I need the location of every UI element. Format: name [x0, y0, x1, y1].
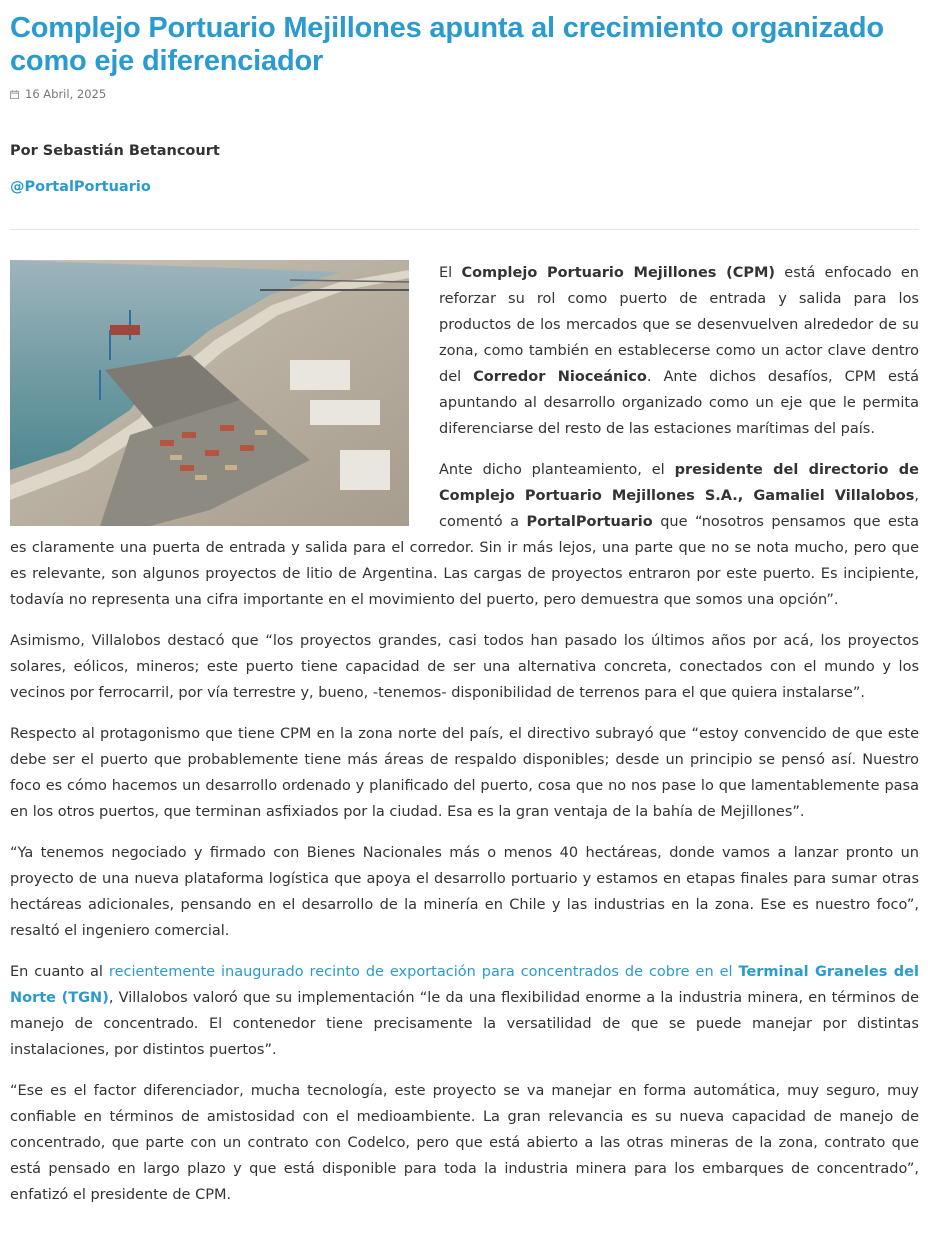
p2-text-3: que “nosotros pensamos que esta es claramente una puerta de entrada y salida para el corredor. Sin ir más lejos, una parte que no se nota mucho, pero que es relevante, son algunos proyectos de litio de Argentina. Las cargas de proyectos entraron por este puerto. Es incipiente, todavía no representa una cifra importante en el movimiento del puerto, pero demuestra que somos una opción”.	[10, 514, 919, 608]
p1-text-1: El	[439, 265, 462, 281]
tgn-link-text[interactable]: recientemente inaugurado recinto de exportación para concentrados de cobre en el	[108, 964, 739, 980]
paragraph-6	[10, 959, 919, 1063]
p2-text-2: , comentó a	[439, 488, 919, 530]
paragraph-7: “Ese es el factor diferenciador, mucha tecnología, este proyecto se va manejar en forma automática, muy seguro, muy confiable en términos de amistosidad con el medioambiente. La gran relevancia es su nueva capacidad de manejo de concentrado, que parte con un contrato con Codelco, pero que está abierto a las otras mineras de la zona, contrato que está pensado en largo plazo y que está disponible para toda la industria minera para los embarques de concentrado”, enfatizó el presidente de CPM.	[10, 1083, 919, 1203]
article-title: Complejo Portuario Mejillones apunta al crecimiento organizado como eje diferenciador	[10, 12, 884, 77]
article-body	[10, 260, 919, 1208]
twitter-handle-link[interactable]: @PortalPortuario	[10, 179, 151, 195]
p1-text-2: está enfocado en reforzar su rol como puerto de entrada y salida para los productos de los mercados que se desenvuelven alrededor de su zona, como también en establecerse como un actor clave dentro del	[439, 265, 919, 385]
p1-bold-cpm: Complejo Portuario Mejillones (CPM)	[461, 265, 776, 281]
paragraph-3: Asimismo, Villalobos destacó que “los proyectos grandes, casi todos han pasado los últimos años por acá, los proyectos solares, eólicos, mineros; este puerto tiene capacidad de ser una alternativa concreta, conectados con el mundo y los vecinos por ferrocarril, por vía terrestre y, bueno, -tenemos- disponibilidad de terrenos para el que quiera instalarse”.	[10, 633, 919, 701]
p6-text-1: En cuanto al	[10, 964, 109, 980]
p2-bold-presidente: presidente del directorio de Complejo Portuario Mejillones S.A., Gamaliel Villalobos	[439, 462, 919, 504]
calendar-icon	[10, 90, 19, 99]
publish-date-text: 16 Abril, 2025	[25, 87, 107, 101]
p1-text-3: . Ante dichos desafíos, CPM está apuntando al desarrollo organizado como un eje que le permita diferenciarse del resto de las estaciones marítimas del país.	[439, 369, 919, 437]
author-byline: Por Sebastián Betancourt	[10, 143, 220, 159]
paragraph-4: Respecto al protagonismo que tiene CPM en la zona norte del país, el directivo subrayó que “estoy convencido de que este debe ser el puerto que probablemente tiene más áreas de respaldo disponibles; desde un principio se pensó así. Nuestro foco es cómo hacemos un desarrollo ordenado y planificado del puerto, cosa que no nos pase lo que lamentablemente pasa en los otros puertos, que terminan asfixiados por la ciudad. Esa es la gran ventaja de la bahía de Mejillones”.	[10, 726, 919, 820]
header-divider	[10, 229, 919, 230]
publish-date	[10, 87, 919, 101]
tgn-link-bold[interactable]: Terminal Graneles del Norte (TGN)	[10, 964, 919, 1006]
aerial-port-photo	[10, 260, 409, 526]
p1-bold-corredor: Corredor Nioceánico	[473, 369, 647, 385]
p2-bold-portalportuario: PortalPortuario	[526, 514, 653, 530]
p6-text-2: , Villalobos valoró que su implementación “le da una flexibilidad enorme a la industria minera, en términos de manejo de concentrado. El contenedor tiene precisamente la versatilidad de que se puede manejar por distintas instalaciones, por distintos puertos”.	[10, 990, 919, 1058]
paragraph-5: “Ya tenemos negociado y firmado con Bienes Nacionales más o menos 40 hectáreas, donde vamos a lanzar pronto un proyecto de una nueva plataforma logística que apoya el desarrollo portuario y estamos en etapas finales para sumar otras hectáreas adicionales, pensando en el desarrollo de la minería en Chile y las industrias en la zona. Ese es nuestro foco”, resaltó el ingeniero comercial.	[10, 845, 919, 939]
p2-text-1: Ante dicho planteamiento, el	[439, 462, 675, 478]
